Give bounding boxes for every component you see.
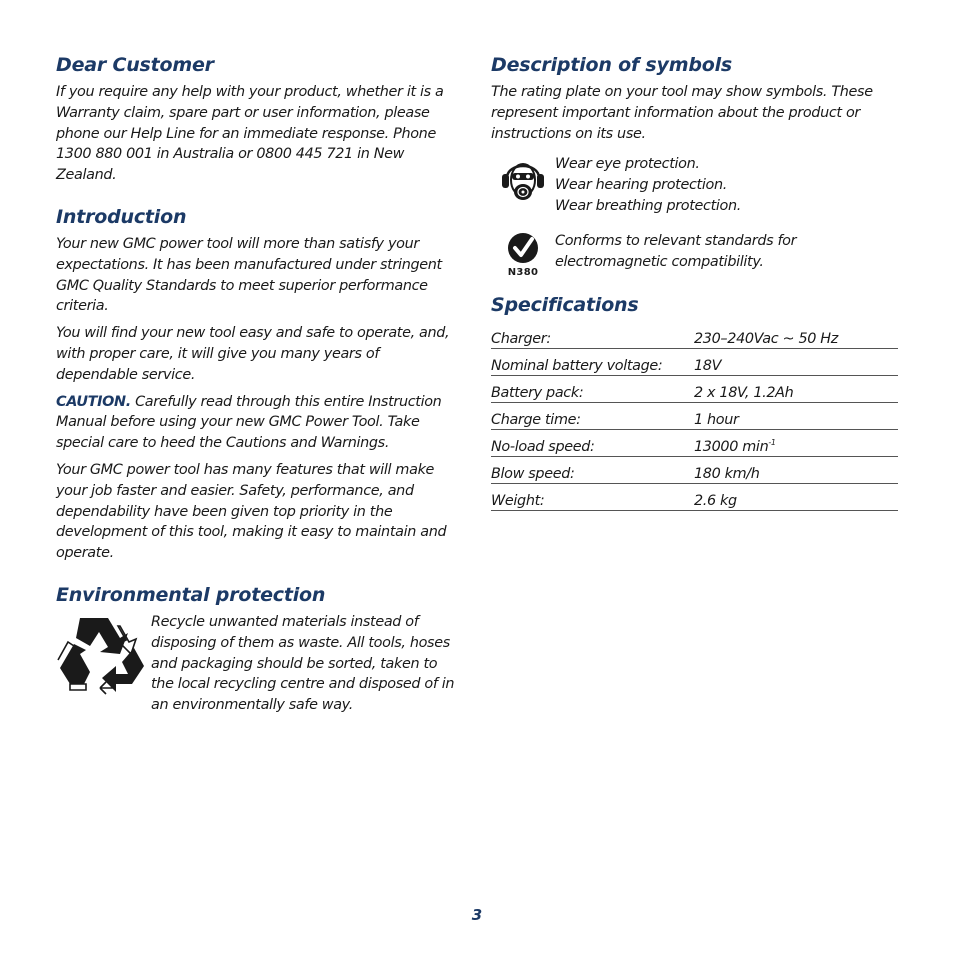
table-row — [491, 348, 898, 375]
caution-label: CAUTION. — [56, 393, 131, 410]
dear-customer-section — [56, 52, 456, 186]
spec-value-exponent: -1 — [768, 437, 776, 447]
left-column — [56, 52, 456, 740]
page-number: 3 — [471, 906, 483, 924]
protection-symbol-row — [491, 154, 898, 216]
table-row — [491, 483, 898, 510]
symbols-heading: Description of symbols — [491, 54, 733, 76]
breathing-protection-text: Wear breathing protection. — [555, 197, 742, 214]
caution-paragraph — [56, 392, 456, 454]
eye-protection-text: Wear eye protection. — [555, 156, 700, 173]
spec-label: No-load speed: — [491, 429, 694, 456]
c-tick-icon — [506, 231, 540, 265]
specifications-table — [491, 322, 898, 511]
symbols-intro: The rating plate on your tool may show symbols. These represent important information about the product or instructions on its use. — [491, 84, 873, 142]
ctick-code: N380 — [507, 266, 539, 278]
spec-value: 180 km/h — [694, 456, 898, 483]
introduction-paragraph-2: You will find your new tool easy and safe to operate, and, with proper care, it will give you many years of dependable service. — [56, 325, 450, 383]
environmental-section — [56, 582, 456, 722]
table-row — [491, 402, 898, 429]
ctick-symbol-row — [491, 231, 898, 278]
introduction-section — [56, 204, 456, 564]
dear-customer-body: If you require any help with your product, whether it is a Warranty claim, spare part or user information, please phone our Help Line for an immediate response. Phone 1300 880 001 in Australia or 0800 445 721 in New Zealand. — [56, 84, 444, 184]
environmental-heading: Environmental protection — [56, 583, 326, 606]
ctick-line-1: Conforms to relevant standards for — [555, 232, 797, 249]
spec-label: Charge time: — [491, 402, 694, 429]
spec-label: Charger: — [491, 322, 694, 349]
spec-label: Battery pack: — [491, 375, 694, 402]
ctick-line-2: electromagnetic compatibility. — [555, 253, 764, 270]
spec-value: 2.6 kg — [694, 483, 898, 510]
introduction-paragraph-1: Your new GMC power tool will more than satisfy your expectations. It has been manufactured under stringent GMC Quality Standards to meet superior performance criteria. — [56, 235, 442, 315]
specifications-section — [491, 292, 898, 511]
table-row — [491, 375, 898, 402]
specifications-heading: Specifications — [491, 293, 639, 316]
spec-label: Nominal battery voltage: — [491, 348, 694, 375]
hearing-protection-text: Wear hearing protection. — [555, 177, 727, 194]
dear-customer-heading: Dear Customer — [56, 54, 214, 76]
spec-value — [694, 429, 898, 456]
introduction-heading: Introduction — [56, 205, 187, 228]
symbols-section — [491, 52, 898, 278]
spec-value: 1 hour — [694, 402, 898, 429]
environmental-body: Recycle unwanted materials instead of disposing of them as waste. All tools, hoses and packaging should be sorted, taken to the local recycling centre and disposed of in an environmentally safe way. — [151, 613, 455, 714]
introduction-paragraph-4: Your GMC power tool has many features that will make your job faster and easier. Safety, performance, and dependability have been given top priority in the development of this tool, making it easy to maintain and operate. — [56, 461, 447, 562]
right-column — [491, 52, 898, 529]
table-row — [491, 456, 898, 483]
protection-gear-icon — [499, 154, 547, 208]
caution-text: Carefully read through this entire Instruction Manual before using your new GMC Power Tool. Take special care to heed the Cautions and Warnings. — [56, 393, 442, 452]
spec-value: 18V — [694, 348, 898, 375]
spec-value: 2 x 18V, 1.2Ah — [694, 375, 898, 402]
table-row — [491, 322, 898, 349]
recycle-icon — [56, 612, 146, 696]
spec-value-text: 13000 min — [694, 438, 769, 455]
spec-value: 230–240Vac ~ 50 Hz — [694, 322, 898, 349]
spec-label: Blow speed: — [491, 456, 694, 483]
spec-label: Weight: — [491, 483, 694, 510]
table-row — [491, 429, 898, 456]
